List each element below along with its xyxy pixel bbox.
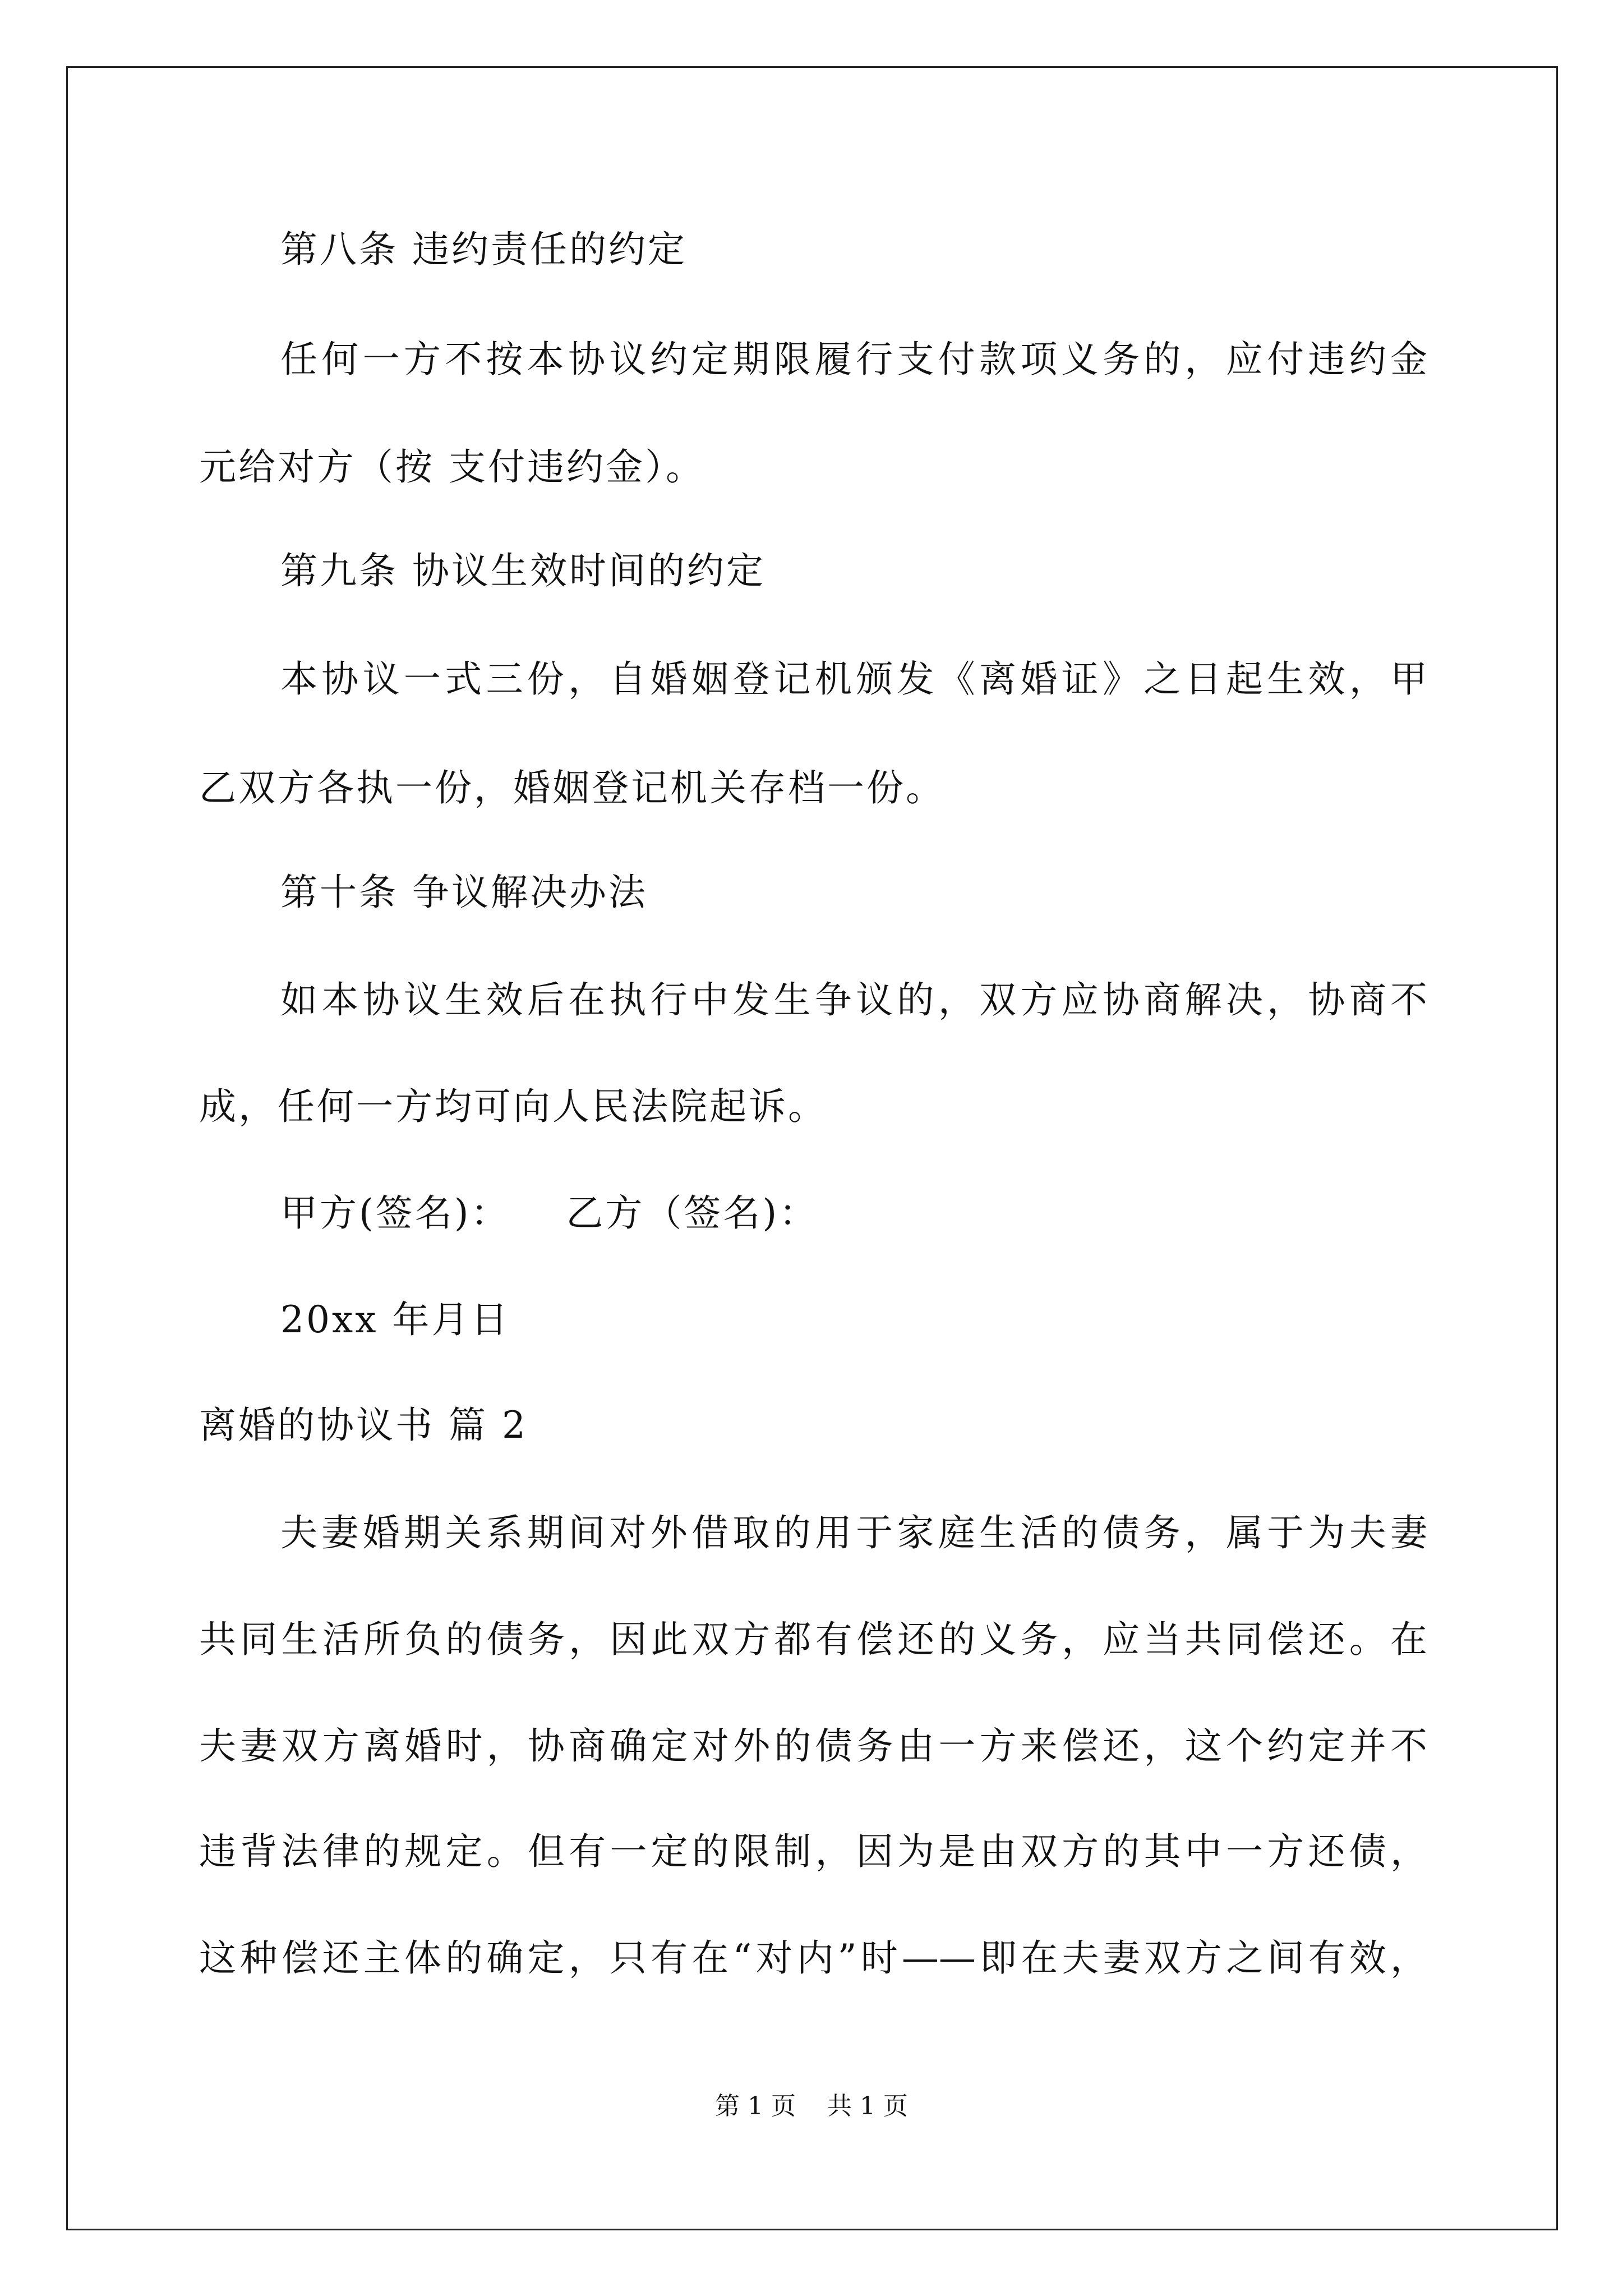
paragraph-line: 元给对方（按 支付违约金）。 [199,445,705,489]
page-border [66,66,1558,2230]
paragraph-line: 成，任何一方均可向人民法院起诉。 [199,1085,827,1128]
paragraph-line: 任何一方不按本协议约定期限履行支付款项义务的，应付违约金 [280,338,1427,381]
paragraph-line: 共同生活所负的债务，因此双方都有偿还的义务，应当共同偿还。在 [199,1618,1427,1661]
paragraph-line: 这种偿还主体的确定，只有在“对内”时——即在夫妻双方之间有效， [199,1936,1427,1980]
page-footer: 第 1 页 共 1 页 [715,2092,908,2120]
paragraph-line: 夫妻双方离婚时，协商确定对外的债务由一方来偿还，这个约定并不 [199,1724,1427,1768]
paragraph-line: 夫妻婚期关系期间对外借取的用于家庭生活的债务，属于为夫妻 [280,1511,1427,1554]
signature-line: 甲方(签名)： 乙方（签名)： [280,1191,819,1235]
paragraph-line: 乙双方各执一份，婚姻登记机关存档一份。 [199,766,945,809]
date-line: 20xx 年月日 [280,1298,510,1341]
article-9-heading: 第九条 协议生效时间的约定 [280,549,766,592]
paragraph-line: 违背法律的规定。但有一定的限制，因为是由双方的其中一方还债， [199,1830,1427,1873]
section-title: 离婚的协议书 篇 2 [199,1404,528,1447]
paragraph-line: 如本协议生效后在执行中发生争议的，双方应协商解决，协商不 [280,978,1427,1022]
article-8-heading: 第八条 违约责任的约定 [280,228,687,271]
article-10-heading: 第十条 争议解决办法 [280,871,648,914]
paragraph-line: 本协议一式三份，自婚姻登记机颁发《离婚证》之日起生效，甲 [280,657,1427,701]
